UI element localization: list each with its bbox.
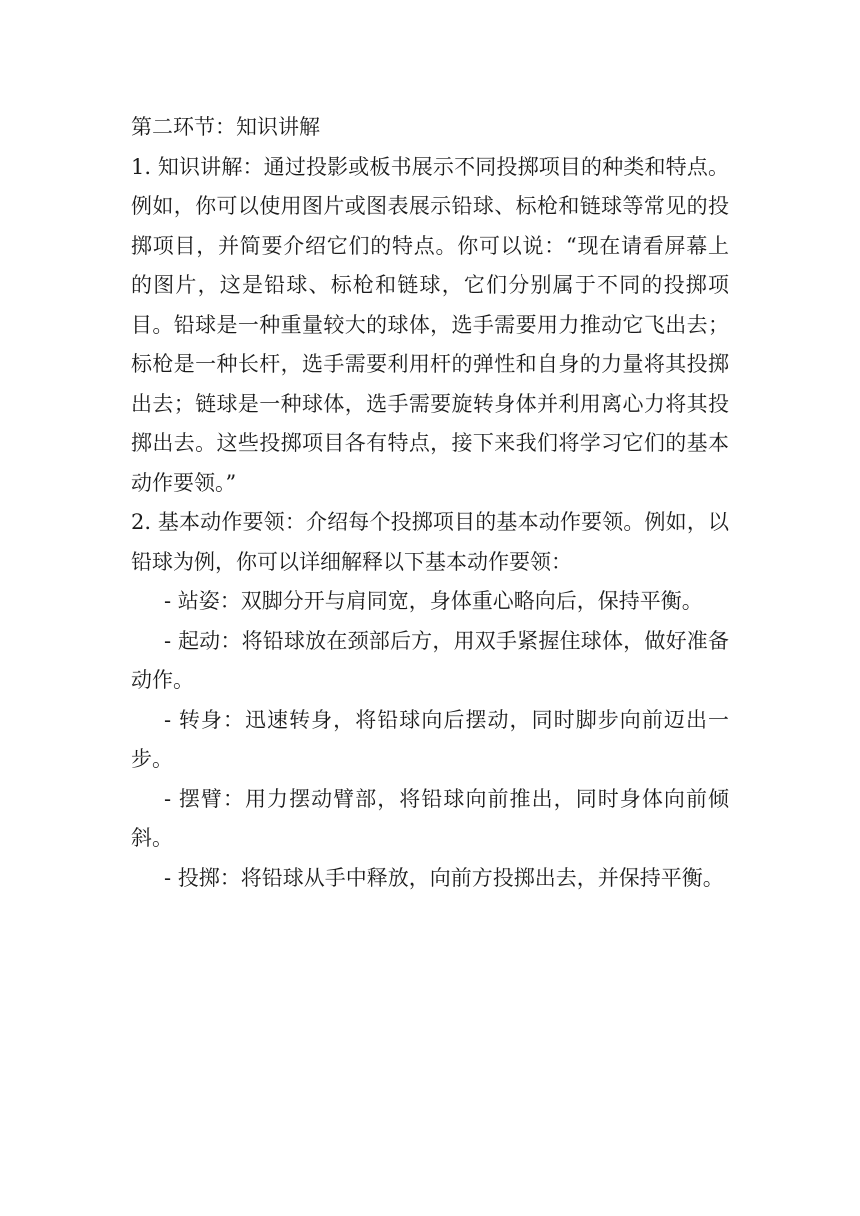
document-body: [131, 108, 729, 898]
bullet-arm-swing: - 摆臂：用力摆动臂部，将铅球向前推出，同时身体向前倾斜。: [131, 786, 729, 850]
bullet-turn: - 转身：迅速转身，将铅球向后摆动，同时脚步向前迈出一步。: [131, 707, 729, 771]
knowledge-explanation-paragraph: 1. 知识讲解：通过投影或板书展示不同投掷项目的种类和特点。例如，你可以使用图片或图表展示铅球、标枪和链球等常见的投掷项目，并简要介绍它们的特点。你可以说：“现在请看屏幕上的图片，这是铅球、标枪和链球，它们分别属于不同的投掷项目。铅球是一种重量较大的球体，选手需要用力推动它飞出去；标枪是一种长杆，选手需要利用杆的弹性和自身的力量将其投掷出去；链球是一种球体，选手需要旋转身体并利用离心力将其投掷出去。这些投掷项目各有特点，接下来我们将学习它们的基本动作要领。”: [131, 154, 729, 495]
section-heading: 第二环节：知识讲解: [131, 115, 320, 139]
basic-movement-paragraph: 2. 基本动作要领：介绍每个投掷项目的基本动作要领。例如，以铅球为例，你可以详细解释以下基本动作要领：: [131, 510, 729, 574]
bullet-stance: - 站姿：双脚分开与肩同宽，身体重心略向后，保持平衡。: [164, 589, 703, 613]
bullet-throw: - 投掷：将铅球从手中释放，向前方投掷出去，并保持平衡。: [164, 865, 724, 890]
bullet-start: - 起动：将铅球放在颈部后方，用双手紧握住球体，做好准备动作。: [131, 628, 729, 692]
